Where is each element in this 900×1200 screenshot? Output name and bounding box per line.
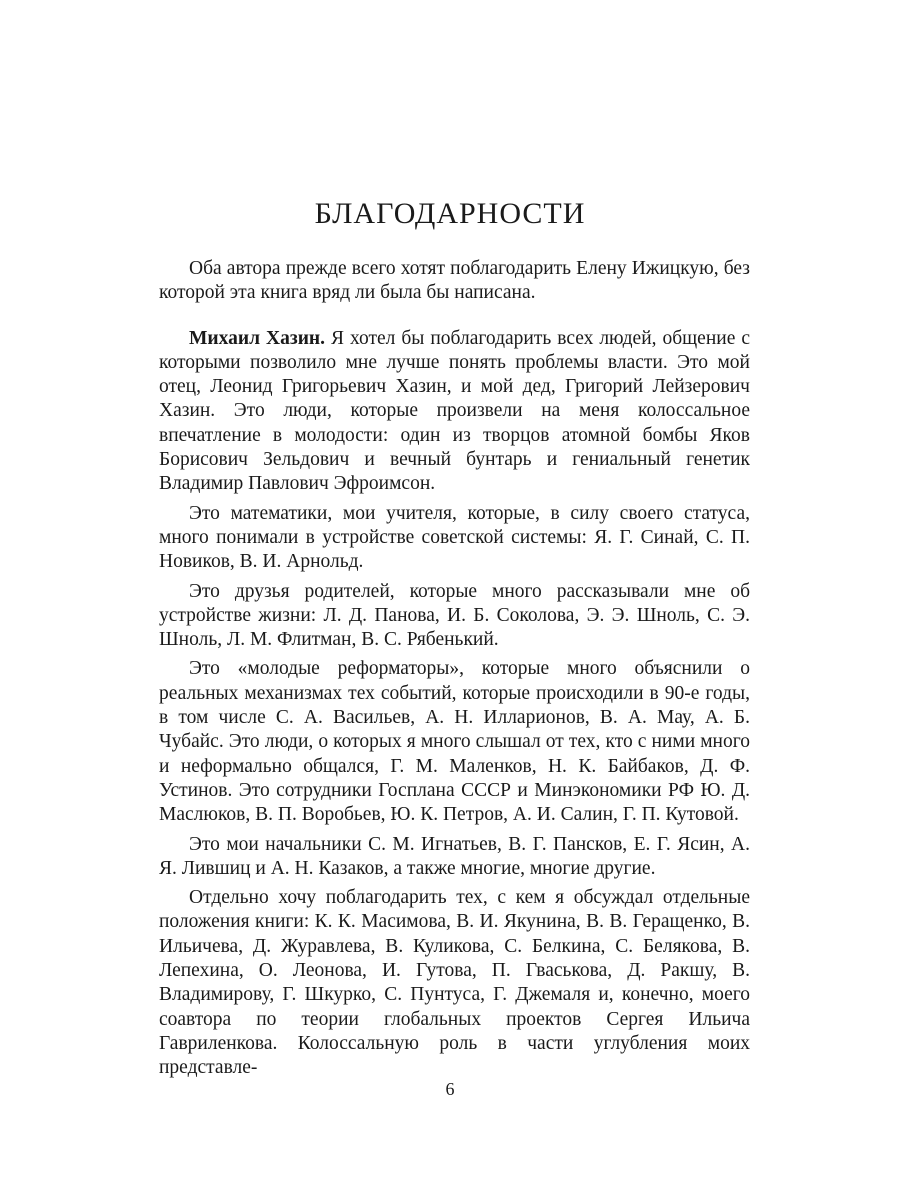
page-title: БЛАГОДАРНОСТИ (314, 197, 586, 230)
paragraph-bosses: Это мои начальники С. М. Игнатьев, В. Г. Пансков, Е. Г. Ясин, А. Я. Лившиц и А. Н. Казаков, а также многие, многие другие. (159, 833, 750, 879)
paragraph-text: Я хотел бы поблагодарить всех людей, общение с которыми позволило мне лучше понять проблемы власти. Это мой отец, Леонид Григорьевич Хазин, и мой дед, Григорий Лейзерович Хазин. Это люди, которые произвели на меня колоссальное впечатление в молодости: один из творцов атомной бомбы Яков Борисович Зельдович и вечный бунтарь и гениальный генетик Владимир Павлович Эфроимсон. (159, 327, 750, 495)
paragraph-author (159, 327, 750, 497)
body-text (159, 257, 750, 1081)
paragraph-mathematicians: Это математики, мои учителя, которые, в силу своего статуса, много понимали в устройстве советской системы: Я. Г. Синай, С. П. Новиков, В. И. Арнольд. (159, 502, 750, 573)
paragraph-parents-friends: Это друзья родителей, которые много рассказывали мне об устройстве жизни: Л. Д. Панова, И. Б. Соколова, Э. Э. Шноль, С. Э. Шноль, Л. М. Флитман, В. С. Рябенький. (159, 580, 750, 651)
paragraph-reformers: Это «молодые реформаторы», которые много объяснили о реальных механизмах тех событий, которые происходили в 90-е годы, в том числе С. А. Васильев, А. Н. Илларионов, В. А. Мау, А. Б. Чубайс. Это люди, о которых я много слышал от тех, кто с ними много и неформально общался, Г. М. Маленков, Н. К. Байбаков, Д. Ф. Устинов. Это сотрудники Госплана СССР и Минэкономики РФ Ю. Д. Маслюков, В. П. Воробьев, Ю. К. Петров, А. И. Салин, Г. П. Кутовой. (159, 658, 750, 826)
paragraph-discussants: Отдельно хочу поблагодарить тех, с кем я обсуждал отдельные положения книги: К. К. Масимова, В. И. Якунина, В. В. Геращенко, В. Ильичева, Д. Журавлева, В. Куликова, С. Белкина, С. Белякова, В. Лепехина, О. Леонова, И. Гутова, П. Гваськова, Д. Ракшу, В. Владимирову, Г. Шкурко, С. Пунтуса, Г. Джемаля и, конечно, моего соавтора по теории глобальных проектов Сергея Ильича Гавриленкова. Колоссальную роль в части углубления моих представле- (159, 887, 750, 1079)
author-name: Михаил Хазин. (189, 327, 326, 349)
paragraph-intro: Оба автора прежде всего хотят поблагодарить Елену Ижицкую, без которой эта книга вряд ли была бы написана. (159, 258, 750, 304)
page-number: 6 (445, 1079, 455, 1099)
